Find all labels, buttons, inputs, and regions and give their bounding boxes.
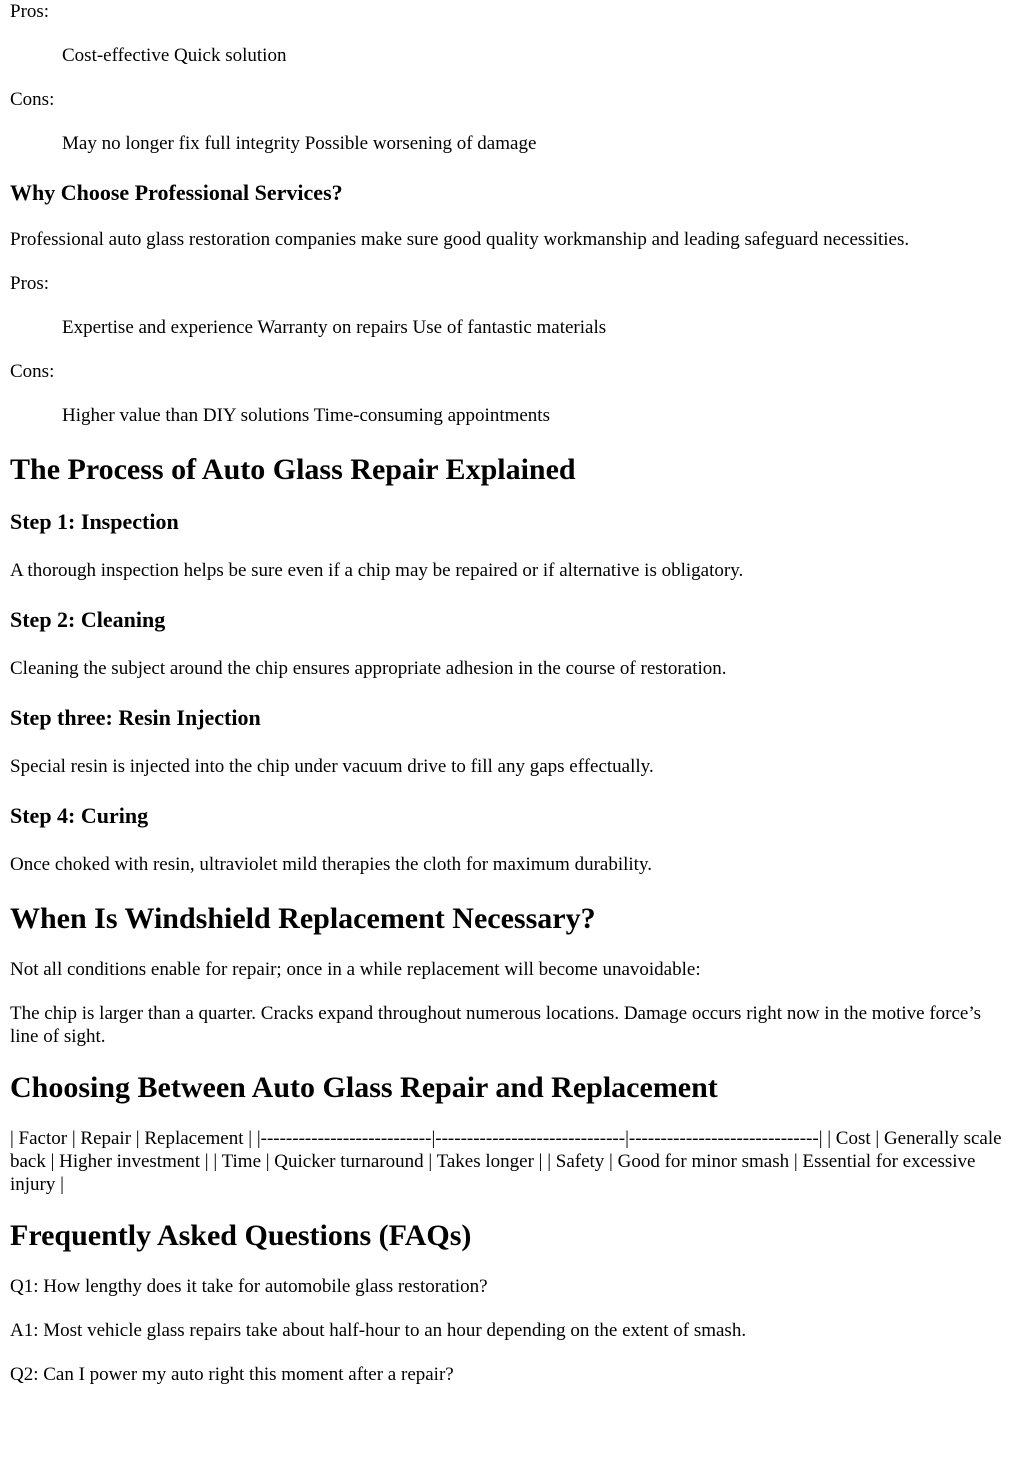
diy-cons-text: May no longer fix full integrity Possible worsening of damage (62, 133, 537, 154)
step3-heading: Step three: Resin Injection (10, 705, 261, 730)
replacement-heading: When Is Windshield Replacement Necessary? (10, 902, 596, 935)
step2-heading: Step 2: Cleaning (10, 607, 166, 632)
choosing-heading: Choosing Between Auto Glass Repair and Replacement (10, 1071, 718, 1104)
replacement-intro: Not all conditions enable for repair; once in a while replacement will become unavoidable: (10, 959, 701, 980)
professional-heading: Why Choose Professional Services? (10, 180, 343, 205)
replacement-list: The chip is larger than a quarter. Cracks expand throughout numerous locations. Damage occurs right now in the motive force’s line of sight. (10, 1003, 982, 1047)
faq-question-1: Q1: How lengthy does it take for automobile glass restoration? (10, 1276, 488, 1297)
diy-cons-label: Cons: (10, 89, 55, 110)
professional-intro: Professional auto glass restoration companies make sure good quality workmanship and leading safeguard necessities. (10, 229, 910, 250)
step2-text: Cleaning the subject around the chip ensures appropriate adhesion in the course of restoration. (10, 658, 727, 679)
step4-text: Once choked with resin, ultraviolet mild therapies the cloth for maximum durability. (10, 854, 652, 875)
process-heading: The Process of Auto Glass Repair Explained (10, 453, 576, 486)
diy-pros-label: Pros: (10, 1, 50, 22)
pro-pros-label: Pros: (10, 273, 50, 294)
choosing-table-text: | Factor | Repair | Replacement | |---------------------------|------------------------------|------------------------------| | Cost | Generally scale back | Higher investment | | Time | Quicker turnaround | Takes longer | | Safety | Good for minor smash | Essential for excessive injury | (10, 1128, 1002, 1195)
pro-cons-text: Higher value than DIY solutions Time-consuming appointments (62, 405, 550, 426)
step1-text: A thorough inspection helps be sure even if a chip may be repaired or if alternative is obligatory. (10, 560, 744, 581)
pro-cons-label: Cons: (10, 361, 55, 382)
faq-heading: Frequently Asked Questions (FAQs) (10, 1219, 472, 1252)
step4-heading: Step 4: Curing (10, 803, 149, 828)
pro-pros-text: Expertise and experience Warranty on repairs Use of fantastic materials (62, 317, 607, 338)
step3-text: Special resin is injected into the chip under vacuum drive to fill any gaps effectually. (10, 756, 654, 777)
faq-question-2: Q2: Can I power my auto right this moment after a repair? (10, 1364, 454, 1385)
faq-answer-1: A1: Most vehicle glass repairs take about half-hour to an hour depending on the extent of smash. (10, 1320, 747, 1341)
step1-heading: Step 1: Inspection (10, 509, 179, 534)
diy-pros-text: Cost-effective Quick solution (62, 45, 287, 66)
